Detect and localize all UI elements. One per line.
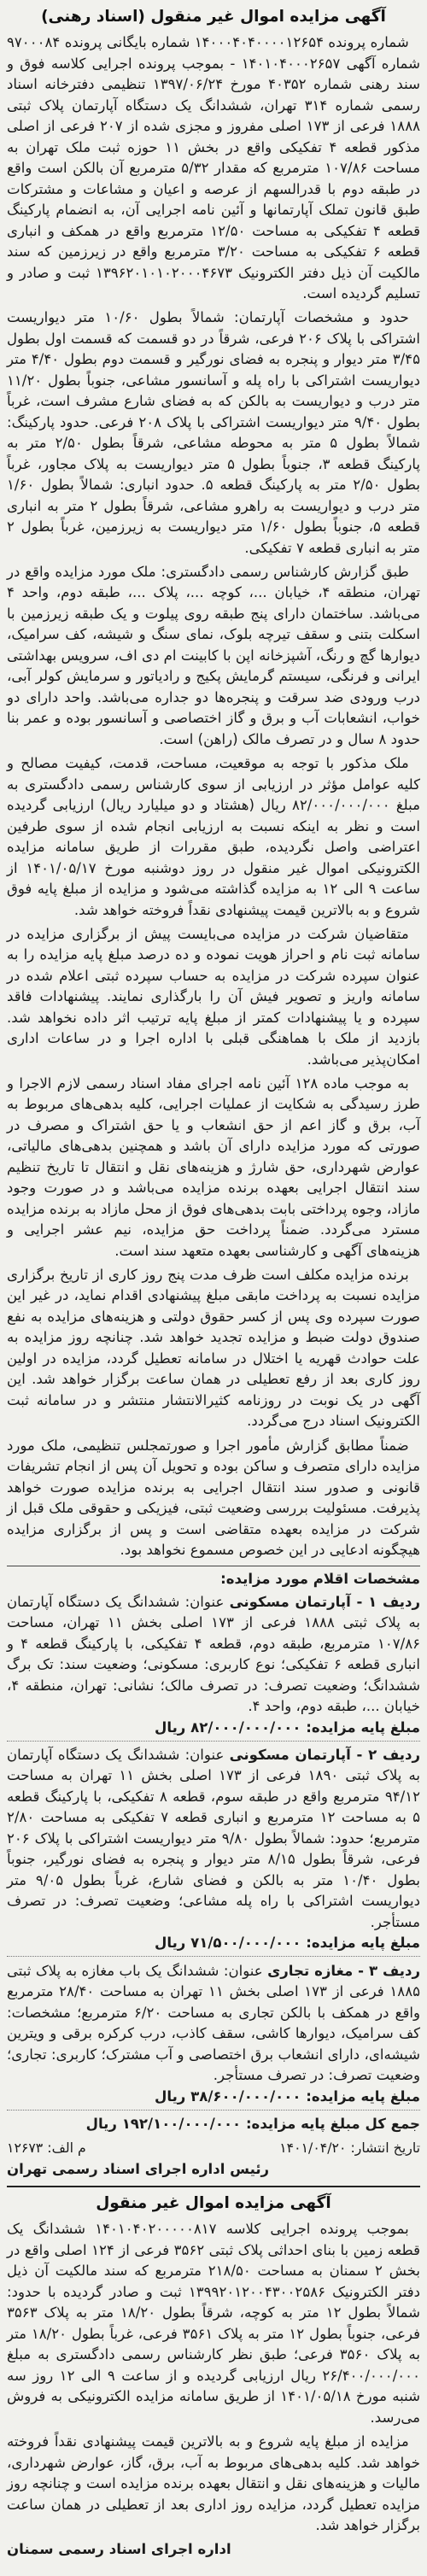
notice-footer (7, 2138, 420, 2157)
notice-signature: اداره اجرای اسناد رسمی سمنان (7, 2541, 231, 2558)
notice-paragraph: ضمناً مطابق گزارش مأمور اجرا و صورتمجلس تنظیمی، ملک مورد مزایده دارای متصرف و ساکن بوده و تحویل آن پس از انجام تشریفات قانونی و صدور سند انتقال اجرایی به برنده مزایده صورت خواهد پذیرفت. مسئولیت بررسی وضعیت ثبتی، فیزیکی و حقوقی ملک قبل از شرکت در مزایده بعهده متقاضی است و پس از برگزاری مزایده هیچگونه ادعایی در این خصوص مسموع نخواهد بود. (7, 1437, 420, 1559)
notice-paragraph: شماره پرونده ۱۴۰۰۰۴۰۴۰۰۰۰۱۲۶۵۴ شماره بایگانی پرونده ۹۷۰۰۰۸۴ شماره آگهی ۱۴۰۱۰۴۰۰۰۲۶۵۷ - بموجب پرونده اجرایی کلاسه فوق و سند رهنی شماره ۴۰۳۵۲ مورخ ۱۳۹۷/۰۶/۲۴ تنظیمی دفترخانه اسناد رسمی شماره ۳۱۴ تهران، ششدانگ یک دستگاه آپارتمان پلاک ثبتی ۱۸۸۸ فرعی از ۱۷۳ اصلی مفروز و مجزی شده از ۲۰۷ فرعی از اصلی مذکور قطعه ۴ تفکیکی واقع در بخش ۱۱ حوزه ثبت ملک تهران به مساحت ۱۰۷/۸۶ مترمربع که مقدار ۵/۳۲ مترمربع آن بالکن است واقع در طبقه دوم با قدرالسهم از عرصه و اعیان و مشاعات و مشترکات طبق قانون تملک آپارتمانها و آئین نامه اجرایی آن، به انضمام پارکینگ قطعه ۴ تفکیکی به مساحت ۱۲/۵۰ مترمربع واقع در همکف و انباری قطعه ۶ تفکیکی به مساحت ۳/۲۰ مترمربع واقع در زیرزمین که سند مالکیت آن ذیل دفتر الکترونیک ۱۳۹۶۲۰۱۰۱۰۲۰۰۰۴۶۷۳ ثبت و صادر و تسلیم گردیده است. (7, 34, 421, 302)
notice-paragraph: ملک مذکور با توجه به موقعیت، مساحت، قدمت، کیفیت مصالح و کلیه عوامل مؤثر در ارزیابی از سوی کارشناس رسمی دادگستری به مبلغ ۸۲/۰۰۰/۰۰۰/۰۰۰ ریال (هشتاد و دو میلیارد ریال) ارزیابی گردیده است و نظر به اینکه نسبت به ارزیابی انجام شده از سوی طرفین اعتراضی واصل نگردیده، طبق مقررات از طریق سامانه مزایده الکترونیکی اموال غیر منقول در روز دوشنبه مورخ ۱۴۰۱/۰۵/۱۷ از ساعت ۹ الی ۱۲ به مزایده گذاشته می‌شود و مزایده از مبلغ پایه فوق شروع و به بالاترین قیمت پیشنهادی نقداً فروخته خواهد شد. (7, 755, 421, 918)
notice-signature: رئیس اداره اجرای اسناد رسمی تهران (7, 2161, 270, 2178)
notice-paragraph: برنده مزایده مکلف است ظرف مدت پنج روز کاری از تاریخ برگزاری مزایده نسبت به پرداخت مابقی مبلغ پیشنهادی اقدام نماید، در غیر این صورت سپرده وی پس از کسر حقوق دولتی و هزینه‌های مزایده به نفع صندوق دولت ضبط و مزایده تجدید خواهد شد. چنانچه روز مزایده به علت حوادث قهریه یا اختلال در سامانه تعطیل گردد، مزایده در اولین روز کاری بعد از رفع تعطیلی در همان ساعت برگزار خواهد شد. این آگهی در یک نوبت در روزنامه کثیرالانتشار منتشر و در سامانه ثبت الکترونیک اسناد درج می‌گردد. (7, 1266, 420, 1430)
item-base-price: مبلغ پایه مزایده: ۸۲/۰۰۰/۰۰۰/۰۰۰ ریال (155, 1718, 420, 1736)
auction-notice-second (7, 2192, 420, 2560)
total-base-price: جمع کل مبلغ پایه مزایده: ۱۹۲/۱۰۰/۰۰۰/۰۰۰ ریال (85, 2115, 420, 2132)
item-heading: ردیف ۳ - مغازه تجاری (267, 1962, 421, 1979)
auction-item (7, 1745, 420, 1957)
notice-title: آگهی مزایده اموال غیر منقول (اسناد رهنی) (41, 8, 386, 26)
items-heading: مشخصات اقلام مورد مزایده: (7, 1566, 420, 1590)
notice-paragraph: بموجب پرونده اجرایی کلاسه ۱۴۰۱۰۴۰۲۰۰۰۰۰۸۱۷ ششدانگ یک قطعه زمین با بنای احداثی پلاک ثبتی ۳۵۶۲ فرعی از ۱۲۴ اصلی واقع در بخش ۲ سمنان به مساحت ۲۱۸/۵۰ مترمربع که سند مالکیت آن ذیل دفتر الکترونیک ۱۳۹۹۲۰۱۲۰۰۴۳۰۰۲۵۸۶ ثبت و صادر گردیده با حدود: شمالاً بطول ۱۲ متر به کوچه، شرقاً بطول ۱۸/۲۰ متر به پلاک ۳۵۶۳ فرعی، جنوباً بطول ۱۲ متر به پلاک ۳۵۶۱ فرعی، غرباً بطول ۱۸/۲۰ متر به پلاک ۳۵۶۰ فرعی؛ طبق نظر کارشناس رسمی دادگستری به مبلغ ۲۶/۴۰۰/۰۰۰/۰۰۰ ریال ارزیابی گردیده و از ساعت ۹ الی ۱۲ روز سه شنبه مورخ ۱۴۰۱/۰۵/۱۸ از طریق سامانه مزایده الکترونیکی به فروش می‌رسد. (7, 2221, 421, 2426)
item-base-price: مبلغ پایه مزایده: ۷۱/۵۰۰/۰۰۰/۰۰۰ ریال (155, 1935, 420, 1952)
item-description: عنوان: ششدانگ یک دستگاه آپارتمان به پلاک ثبتی ۱۸۹۰ فرعی از ۱۷۳ اصلی بخش ۱۱ تهران به مساحت ۹۴/۱۲ مترمربع واقع در طبقه سوم، قطعه ۸ تفکیکی، با پارکینگ قطعه ۵ به مساحت ۱۲ مترمربع و انباری قطعه ۷ تفکیکی به مساحت ۲/۸۰ مترمربع؛ حدود: شمالاً بطول ۹/۸۰ متر دیواریست اشتراکی با پلاک ۲۰۶ فرعی، شرقاً بطول ۸/۱۵ متر دیوار و پنجره به فضای نورگیر، جنوباً بطول ۱۰/۴۰ متر به بالکن و فضای شارع، غرباً بطول ۹/۰۵ متر دیواریست اشتراکی با راه پله مشاعی؛ وضعیت تصرف: در تصرف مستأجر. (7, 1746, 421, 1930)
item-heading: ردیف ۲ - آپارتمان مسکونی (229, 1746, 420, 1763)
notice-paragraph: حدود و مشخصات آپارتمان: شمالاً بطول ۱۰/۶۰ متر دیواریست اشتراکی با پلاک ۲۰۶ فرعی، شرقاً در دو قسمت که قسمت اول بطول ۳/۴۵ متر دیوار و پنجره به فضای نورگیر و قسمت دوم بطول ۴/۴۰ متر دیواریست اشتراکی با راه پله و آسانسور مشاعی، جنوباً بطول ۱۱/۲۰ متر درب و دیواریست به بالکن که به فضای شارع مشرف است، غرباً بطول ۹/۴۰ متر دیواریست اشتراکی با پلاک ۲۰۸ فرعی. حدود پارکینگ: شمالاً بطول ۵ متر به محوطه مشاعی، شرقاً بطول ۲/۵۰ متر به پارکینگ قطعه ۳، جنوباً بطول ۵ متر دیواریست به پلاک مجاور، غرباً بطول ۲/۵۰ متر به پارکینگ قطعه ۵. حدود انباری: شمالاً بطول ۱/۶۰ متر درب و دیواریست به راهرو مشاعی، شرقاً بطول ۲ متر به انباری قطعه ۵، جنوباً بطول ۱/۶۰ متر دیواریست به زیرزمین، غرباً بطول ۲ متر به انباری قطعه ۷ تفکیکی. (7, 309, 421, 556)
notice-paragraph: مزایده از مبلغ پایه شروع و به بالاترین قیمت پیشنهادی نقداً فروخته خواهد شد. کلیه بدهی‌های مربوط به آب، برق، گاز، عوارض شهرداری، مالیات و هزینه‌های نقل و انتقال بعهده برنده مزایده است و چنانچه روز مزایده تعطیل گردد، مزایده روز اداری بعد از تعطیلی در همان ساعت برگزار خواهد شد. (7, 2433, 420, 2534)
item-description: عنوان: ششدانگ یک دستگاه آپارتمان به پلاک ثبتی ۱۸۸۸ فرعی از ۱۷۳ اصلی بخش ۱۱ تهران، مساحت ۱۰۷/۸۶ مترمربع، طبقه دوم، قطعه ۴ تفکیکی، با پارکینگ قطعه ۴ و انباری قطعه ۶ تفکیکی؛ نوع کاربری: مسکونی؛ وضعیت سند: تک برگ ششدانگ؛ وضعیت تصرف: در تصرف مالک؛ نشانی: تهران، منطقه ۴، خیابان ...، طبقه دوم، واحد ۴. (7, 1593, 421, 1715)
item-description: عنوان: ششدانگ یک باب مغازه به پلاک ثبتی ۱۸۸۵ فرعی از ۱۷۳ اصلی بخش ۱۱ تهران به مساحت ۲۸/۴۰ مترمربع واقع در همکف با بالکن تجاری به مساحت ۶/۲۰ مترمربع؛ مشخصات: کف سرامیک، دیوارها کاشی، سقف کاذب، درب کرکره برقی و ویترین شیشه‌ای، دارای انشعاب برق اختصاصی و آب مشترک؛ کاربری: تجاری؛ وضعیت تصرف: در تصرف مستأجر. (7, 1962, 420, 2084)
auction-notice-mortgage (7, 5, 420, 2181)
auction-item (7, 1592, 420, 1742)
item-base-price: مبلغ پایه مزایده: ۳۸/۶۰۰/۰۰۰/۰۰۰ ریال (155, 2087, 420, 2105)
publish-date: تاریخ انتشار: ۱۴۰۱/۰۴/۲۰ (279, 2139, 420, 2156)
notice-paragraph: متقاضیان شرکت در مزایده می‌بایست پیش از برگزاری مزایده در سامانه ثبت نام و احراز هویت نموده و ده درصد مبلغ پایه مزایده را به عنوان سپرده شرکت در مزایده به حساب سپرده ثبتی اعلام شده در سامانه واریز و تصویر فیش آن را بارگذاری نمایند. پیشنهادات فاقد سپرده و یا پیشنهادات کمتر از مبلغ پایه ترتیب اثر داده نخواهد شد. بازدید از ملک با هماهنگی قبلی با اداره اجرا و در ساعات اداری امکان‌پذیر می‌باشد. (7, 925, 420, 1068)
notice-title: آگهی مزایده اموال غیر منقول (96, 2194, 331, 2213)
notice-separator (7, 2186, 420, 2187)
notice-reference: م الف: ۱۲۶۷۳ (7, 2139, 86, 2156)
item-heading: ردیف ۱ - آپارتمان مسکونی (229, 1593, 420, 1610)
auction-item (7, 1961, 420, 2111)
notice-paragraph: طبق گزارش کارشناس رسمی دادگستری: ملک مورد مزایده واقع در تهران، منطقه ۴، خیابان ...، کوچه ...، پلاک ...، طبقه دوم، واحد ۴ می‌باشد. ساختمان دارای پنج طبقه روی پیلوت و یک طبقه زیرزمین با اسکلت بتنی و سقف تیرچه بلوک، نمای سنگ و شیشه، کف سرامیک، دیوارها گچ و رنگ، آشپزخانه اپن با کابینت ام دی اف، سرویس بهداشتی ایرانی و فرنگی، سیستم گرمایش پکیج و رادیاتور و سرمایش کولر آبی، درب ورودی ضد سرقت و پنجره‌ها دو جداره می‌باشد. واحد دارای دو خواب، انشعابات آب و برق و گاز اختصاصی و آسانسور بوده و عمر بنا حدود ۸ سال و در تصرف مالک (راهن) است. (7, 563, 420, 747)
notice-paragraph: به موجب ماده ۱۲۸ آئین نامه اجرای مفاد اسناد رسمی لازم الاجرا و طرز رسیدگی به شکایت از عملیات اجرایی، کلیه بدهی‌های مربوط به آب، برق و گاز اعم از حق انشعاب و یا حق اشتراک و مصرف در صورتی که مورد مزایده دارای آن باشد و همچنین بدهی‌های مالیاتی، عوارض شهرداری، حق شارژ و هزینه‌های نقل و انتقال تا تاریخ تنظیم سند انتقال اجرایی بعهده برنده مزایده می‌باشد و در صورت وجود مازاد، وجوه پرداختی بابت بدهی‌های فوق از محل مازاد به برنده مزایده مسترد می‌گردد. ضمناً پرداخت حق مزایده، نیم عشر اجرایی و هزینه‌های آگهی و کارشناسی بعهده متعهد سند است. (7, 1074, 420, 1259)
